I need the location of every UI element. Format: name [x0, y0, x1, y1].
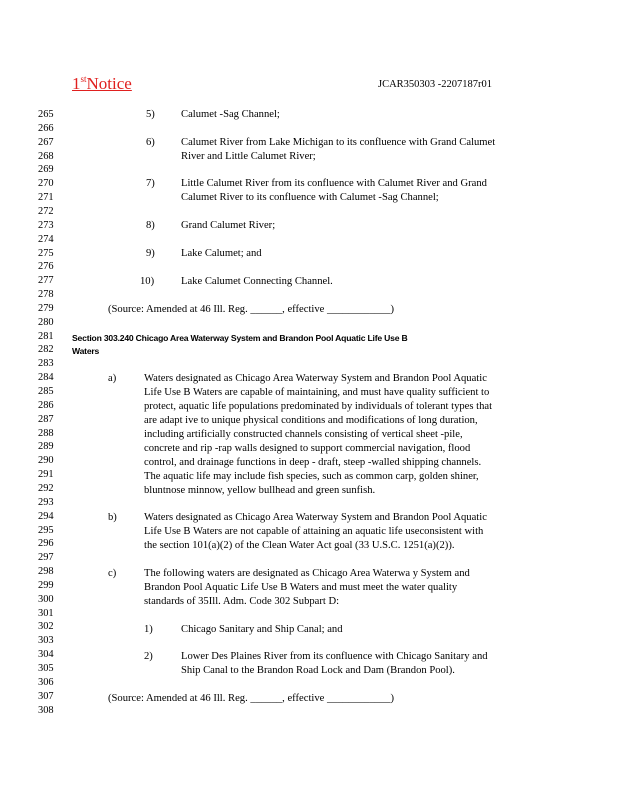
line-number: 271: [38, 192, 54, 204]
line-number: 287: [38, 413, 54, 425]
line-number: 307: [38, 690, 54, 702]
list-item-number: 9): [146, 248, 155, 259]
list-item-text: Grand Calumet River;: [181, 220, 276, 231]
line-number: 273: [38, 219, 54, 231]
line-number: 289: [38, 441, 54, 453]
paragraph-line: concrete and rip -rap walls designed to support commercial navigation, flood: [144, 443, 471, 454]
paragraph-label: c): [108, 568, 117, 579]
list-item-text: Chicago Sanitary and Ship Canal; and: [181, 624, 343, 635]
paragraph-line: are adapt ive to unique physical conditions and modifications of long duration,: [144, 415, 478, 426]
paragraph-line: The aquatic life may include fish species, such as common carp, golden shiner,: [144, 471, 479, 482]
list-item-text: Ship Canal to the Brandon Road Lock and Dam (Brandon Pool).: [181, 665, 455, 676]
line-number: 282: [38, 344, 54, 356]
notice-label: 1stNotice: [72, 74, 132, 93]
document-id: JCAR350303 -2207187r01: [378, 79, 493, 90]
line-number: 290: [38, 455, 54, 467]
line-number: 283: [38, 358, 54, 370]
section-heading-continued: Waters: [72, 346, 100, 356]
list-item-text: Calumet River from Lake Michigan to its confluence with Grand Calumet: [181, 137, 496, 148]
line-number: 276: [38, 261, 54, 273]
paragraph-line: Life Use B Waters are capable of maintaining, and must have quality sufficient to: [144, 387, 490, 398]
paragraph-line: Waters designated as Chicago Area Waterway System and Brandon Pool Aquatic: [144, 373, 487, 384]
section-heading: Section 303.240 Chicago Area Waterway System and Brandon Pool Aquatic Life Use B: [72, 333, 408, 343]
line-number: 291: [38, 469, 54, 481]
line-number: 280: [38, 316, 54, 328]
paragraph-line: The following waters are designated as Chicago Area Waterwa y System and: [144, 568, 470, 579]
line-number: 270: [38, 178, 54, 190]
source-note: (Source: Amended at 46 Ill. Reg. ______, effective ____________): [108, 693, 395, 704]
line-number: 298: [38, 566, 54, 578]
paragraph-label: b): [108, 512, 117, 523]
line-number: 269: [38, 164, 54, 176]
list-item-number: 10): [140, 276, 155, 287]
paragraph-label: a): [108, 373, 117, 384]
paragraph-line: Waters designated as Chicago Area Waterway System and Brandon Pool Aquatic: [144, 512, 487, 523]
line-number: 294: [38, 510, 54, 522]
list-item-text: River and Little Calumet River;: [181, 151, 316, 162]
line-number: 306: [38, 676, 54, 688]
line-number: 267: [38, 136, 54, 148]
line-number: 274: [38, 233, 54, 245]
paragraph-line: Life Use B Waters are not capable of attaining an aquatic life useconsistent with: [144, 526, 484, 537]
line-number: 300: [38, 593, 54, 605]
line-number: 266: [38, 122, 54, 134]
list-item-number: 5): [146, 109, 155, 120]
line-number: 285: [38, 386, 54, 397]
line-number: 278: [38, 289, 54, 301]
list-item-text: Lower Des Plaines River from its confluence with Chicago Sanitary and: [181, 651, 488, 662]
list-item-number: 6): [146, 137, 155, 148]
line-number: 295: [38, 524, 54, 536]
list-item-number: 1): [144, 624, 153, 635]
list-item-text: Lake Calumet; and: [181, 248, 262, 259]
line-number: 281: [38, 330, 54, 342]
line-number: 293: [38, 496, 54, 508]
paragraph-line: the section 101(a)(2) of the Clean Water Act goal (33 U.S.C. 1251(a)(2)).: [144, 540, 455, 551]
line-number: 302: [38, 621, 54, 633]
list-item-text: Calumet -Sag Channel;: [181, 109, 280, 120]
line-number: 288: [38, 427, 54, 439]
list-item-text: Calumet River to its confluence with Calumet -Sag Channel;: [181, 192, 439, 203]
list-item-text: Lake Calumet Connecting Channel.: [181, 276, 333, 287]
line-number: 305: [38, 663, 54, 674]
line-number: 277: [38, 275, 54, 287]
line-number: 292: [38, 482, 54, 494]
line-number: 286: [38, 399, 54, 411]
line-number: 296: [38, 538, 54, 550]
paragraph-line: including artificially constructed channels consisting of vertical sheet -pile,: [144, 429, 463, 440]
source-note: (Source: Amended at 46 Ill. Reg. ______, effective ____________): [108, 304, 395, 315]
list-item-text: Little Calumet River from its confluence with Calumet River and Grand: [181, 178, 487, 189]
paragraph-line: standards of 35Ill. Adm. Code 302 Subpart D:: [144, 596, 340, 607]
list-item-number: 8): [146, 220, 155, 231]
line-number: 299: [38, 579, 54, 591]
paragraph-line: control, and drainage functions in deep - draft, steep -walled shipping channels.: [144, 457, 482, 468]
line-number: 304: [38, 649, 54, 661]
line-number: 279: [38, 302, 54, 314]
paragraph-line: protect, aquatic life populations predominated by individuals of tolerant types that: [144, 401, 493, 412]
list-item-number: 2): [144, 651, 153, 662]
list-item-number: 7): [146, 178, 155, 189]
line-number: 268: [38, 150, 54, 162]
line-number: 272: [38, 205, 54, 217]
line-number: 301: [38, 607, 54, 619]
line-number: 303: [38, 635, 54, 647]
paragraph-line: Brandon Pool Aquatic Life Use B Waters and must meet the water quality: [144, 582, 458, 593]
line-number: 297: [38, 552, 54, 564]
line-number: 275: [38, 247, 54, 259]
paragraph-line: bluntnose minnow, yellow bullhead and green sunfish.: [144, 485, 376, 496]
line-number: 308: [38, 704, 54, 716]
line-number: 284: [38, 372, 54, 384]
line-number: 265: [38, 109, 54, 120]
